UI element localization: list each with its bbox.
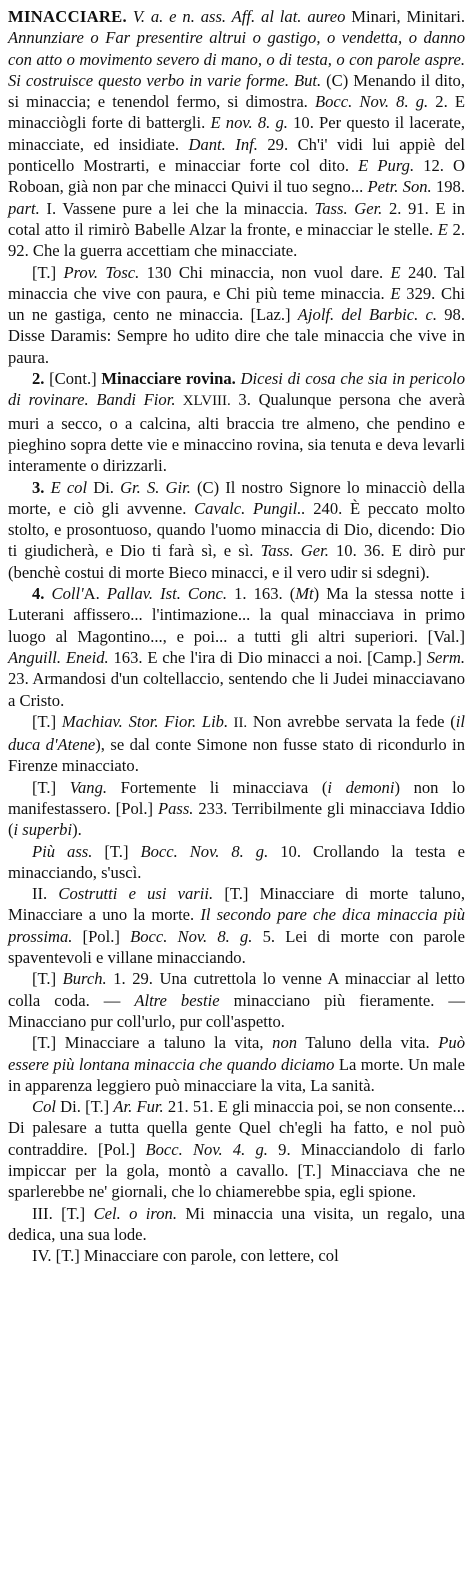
text-run: Tass. Ger. (260, 541, 329, 561)
text-run: i superbi (13, 820, 73, 840)
text-run: Bocc. Nov. 8. g. (130, 926, 253, 946)
text-run: E (390, 262, 401, 282)
text-run: (C) Il nostro Signore lo minacciò della morte, e ciò gli avvenne. (8, 477, 466, 518)
paragraph-9 (8, 883, 465, 968)
paragraph-2 (8, 262, 465, 368)
text-run: E col (50, 477, 88, 497)
text-run: 4. (32, 584, 52, 604)
dictionary-entry-minacciare (8, 6, 465, 1267)
text-run: Burch. (62, 969, 107, 989)
text-run: Anguill. Eneid. (8, 647, 109, 667)
text-run: [T.] (32, 711, 62, 731)
text-run: 23. Armandosi d'un coltellaccio, sentendo che li Judei minacciavano a Cristo. (8, 669, 465, 710)
text-run: IV. [T.] Minacciare con parole, con lettere, col (32, 1246, 339, 1266)
text-run: ), se dal conte Simone non fusse stato di ricondurlo in Firenze minacciato. (8, 735, 465, 776)
text-run: E (390, 283, 401, 303)
text-run: Petr. Son. (367, 177, 432, 197)
text-run: Di. (87, 477, 121, 497)
text-run: 2. E minacciògli forte di battergli. (8, 92, 465, 133)
text-run: il duca d'Atene (8, 711, 465, 755)
text-run: 163. E che l'ira di Dio minacci a noi. [Camp.] (108, 647, 427, 667)
text-run: La morte. Un male in apparenza leggiero può minacciare la vita, La sanità. (8, 1054, 465, 1095)
text-run: Costrutti e usi varii. (58, 884, 214, 904)
text-run: Tass. Ger. (314, 198, 383, 218)
text-run: Di. [T.] (55, 1097, 114, 1117)
text-run: Bocc. Nov. 4. g. (145, 1139, 268, 1159)
text-run: minacciano più fieramente. — Minacciano pur coll'urlo, pur coll'aspetto. (8, 990, 465, 1031)
text-run: Coll' (51, 584, 84, 604)
text-run: XLVIII. (175, 393, 231, 410)
text-run: E (437, 219, 448, 239)
text-run: III. [T.] (32, 1203, 94, 1223)
text-run: 1. 163. ( (227, 584, 296, 604)
text-run: Minari, Minitari. (345, 7, 465, 26)
text-run: Mt (295, 584, 314, 604)
text-run: Pallav. Ist. Conc. (106, 584, 228, 604)
text-run: Minacciare rovina. (101, 369, 236, 389)
text-run: 2. 92. Che la guerra accettiam che minacciate. (8, 219, 466, 261)
text-run: Mi minaccia una visita, un regalo, una dedica, una sua lode. (8, 1203, 465, 1244)
text-run: ) non lo manifestassero. [Pol.] (8, 777, 465, 818)
text-run: 329. Chi un ne gastiga, cento ne minaccia. [Laz.] (8, 283, 466, 325)
headword: MINACCIARE. (8, 7, 127, 26)
text-run: [T.] Minacciare a taluno la vita, (32, 1033, 273, 1053)
paragraph-12 (8, 1096, 465, 1202)
text-run: 3. (32, 477, 51, 497)
text-run: 10. 36. E dirò pur (benchè costui di morte Bieco minacci, e il vero udir si sdegni). (8, 541, 465, 582)
text-run: Machiav. Stor. Fior. Lib. (61, 711, 229, 731)
text-run: part. (8, 198, 40, 218)
paragraph-6 (8, 711, 465, 777)
text-run: Più ass. (32, 841, 93, 861)
text-run: [T.] Minacciare di morte taluno, Minacciare a uno la morte. (8, 884, 465, 925)
text-run: Cavalc. Pungil.. (194, 498, 306, 518)
text-run: [T.] (32, 969, 63, 989)
text-run: 240. Tal minaccia che vive con paura, e Chi più teme minaccia. (8, 262, 466, 303)
text-run: E nov. 8. g. (210, 113, 288, 133)
text-run: 5. Lei di morte con parole spaventevoli e villane minacciando. (8, 926, 466, 968)
paragraph-5 (8, 583, 465, 711)
text-run: II. (228, 714, 248, 731)
text-run: I. Vassene pure a lei che la minaccia. (39, 198, 315, 218)
text-run: Annunziare o Far presentire altrui o gastigo, o vendetta, o danno con atto o movimento severo di mano, o di testa, o con parole aspre. Si costruisce questo verbo in varie forme. But. (8, 28, 465, 90)
text-run: Non avrebbe servata la fede ( (247, 711, 456, 731)
text-run: Può essere più lontana minaccia che quando diciamo (8, 1033, 466, 1074)
text-run: Vang. (69, 777, 108, 797)
text-run: 98. Disse Daramis: Sempre ho udito dire che tale minaccia che vive in paura. (8, 305, 465, 367)
text-run: Cel. o iron. (93, 1203, 177, 1223)
text-run: 2. (32, 369, 50, 389)
paragraph-8 (8, 841, 465, 884)
text-run: [Pol.] (72, 926, 131, 946)
text-run: 3. Qualunque persona che averà muri a secco, o a calcina, alti braccia tre almeno, che pendino e pieghino sopra dette vie e minaccino rovina, sia tenuta e deva levarli interamente o dirizzarli. (8, 390, 465, 476)
text-run: E Purg. (358, 156, 415, 176)
text-run: 10. Per questo il lacerate, minacciate, ed insidiate. (8, 113, 465, 154)
text-run: 12. O Roboan, già non par che minacci Quivi il tuo segno... (8, 156, 465, 197)
text-run: (C) Menando il dito, si minaccia; e tenendol fermo, si dimostra. (8, 70, 465, 112)
paragraph-13 (8, 1203, 465, 1246)
text-run: 233. Terribilmente gli minacciava Iddio ( (8, 798, 465, 840)
text-run: V. a. e n. ass. Aff. al lat. aureo (127, 7, 346, 26)
paragraph-11 (8, 1032, 465, 1096)
text-run: 130 Chi minaccia, non vuol dare. (139, 262, 391, 282)
text-run: Ar. Fur. (113, 1097, 164, 1117)
paragraph-14 (8, 1245, 465, 1266)
text-run: 21. 51. E gli minaccia poi, se non consente... Di palesare a tutta quella gente Quel ch'egli ha fatto, e nol può contraddire. [Pol.] (8, 1097, 465, 1159)
text-run: Serm. (426, 647, 465, 667)
text-run: 240. È peccato molto stolto, e prosontuoso, quando l'uomo minaccia di Dio, dicendo: Dio ti giudicherà, e Dio ti farà sì, e sì. (8, 498, 466, 561)
text-run: 2. 91. E in cotal atto il rimirò Babelle Alzar la fronte, e minacciar le stelle. (8, 198, 465, 239)
text-run: Bocc. Nov. 8. g. (314, 92, 429, 112)
text-run: Dicesi di cosa che sia in pericolo di rovinare. Bandi Fior. (8, 369, 465, 410)
paragraph-1 (8, 6, 465, 262)
text-run: Ajolf. del Barbic. c. (297, 305, 438, 325)
text-run: [Cont.] (49, 369, 102, 389)
text-run: Altre bestie (134, 990, 220, 1010)
text-run: [T.] (32, 262, 64, 282)
text-run: Taluno della vita. (297, 1033, 439, 1053)
text-run: II. (32, 884, 59, 904)
text-run: Prov. Tosc. (63, 262, 140, 282)
text-run: 10. Crollando la testa e minacciando, s'uscì. (8, 841, 465, 882)
text-run: Dant. Inf. (188, 134, 258, 154)
paragraph-3 (8, 368, 465, 476)
text-run: non (272, 1033, 298, 1053)
text-run: Bocc. Nov. 8. g. (140, 841, 269, 861)
text-run: [T.] (32, 777, 70, 797)
text-run: Pass. (157, 798, 194, 818)
text-run: 29. Ch'i' vidi lui appiè del ponticello Mostrarti, e minacciar forte col dito. (8, 134, 465, 176)
text-run: ). (72, 820, 82, 840)
text-run: Gr. S. Gir. (120, 477, 191, 497)
text-run: Col (32, 1097, 56, 1117)
text-run: Il secondo pare che dica minaccia più prossima. (8, 905, 466, 946)
text-run: 198. (431, 177, 465, 197)
text-run: 9. Minacciandolo di farlo impiccar per la gola, montò a cavallo. [T.] Minacciava che ne sparlerebbe ne' giornali, che lo chiamerebbe spia, egli spione. (8, 1139, 465, 1202)
text-run: [T.] (92, 841, 141, 861)
text-run: i demoni (327, 777, 395, 797)
text-run: A. (83, 584, 107, 604)
text-run: 1. 29. Una cutrettola lo venne A minacciar al letto colla coda. — (8, 969, 465, 1010)
paragraph-4 (8, 477, 465, 583)
paragraph-10 (8, 968, 465, 1032)
text-run: ) Ma la stessa notte i Luterani affissero... l'intimazione... la qual minacciava in primo luogo al Magontino..., e poi... a tutti gli altri superiori. [Val.] (8, 584, 466, 646)
text-run: Fortemente li minacciava ( (107, 777, 328, 797)
paragraph-7 (8, 777, 465, 841)
